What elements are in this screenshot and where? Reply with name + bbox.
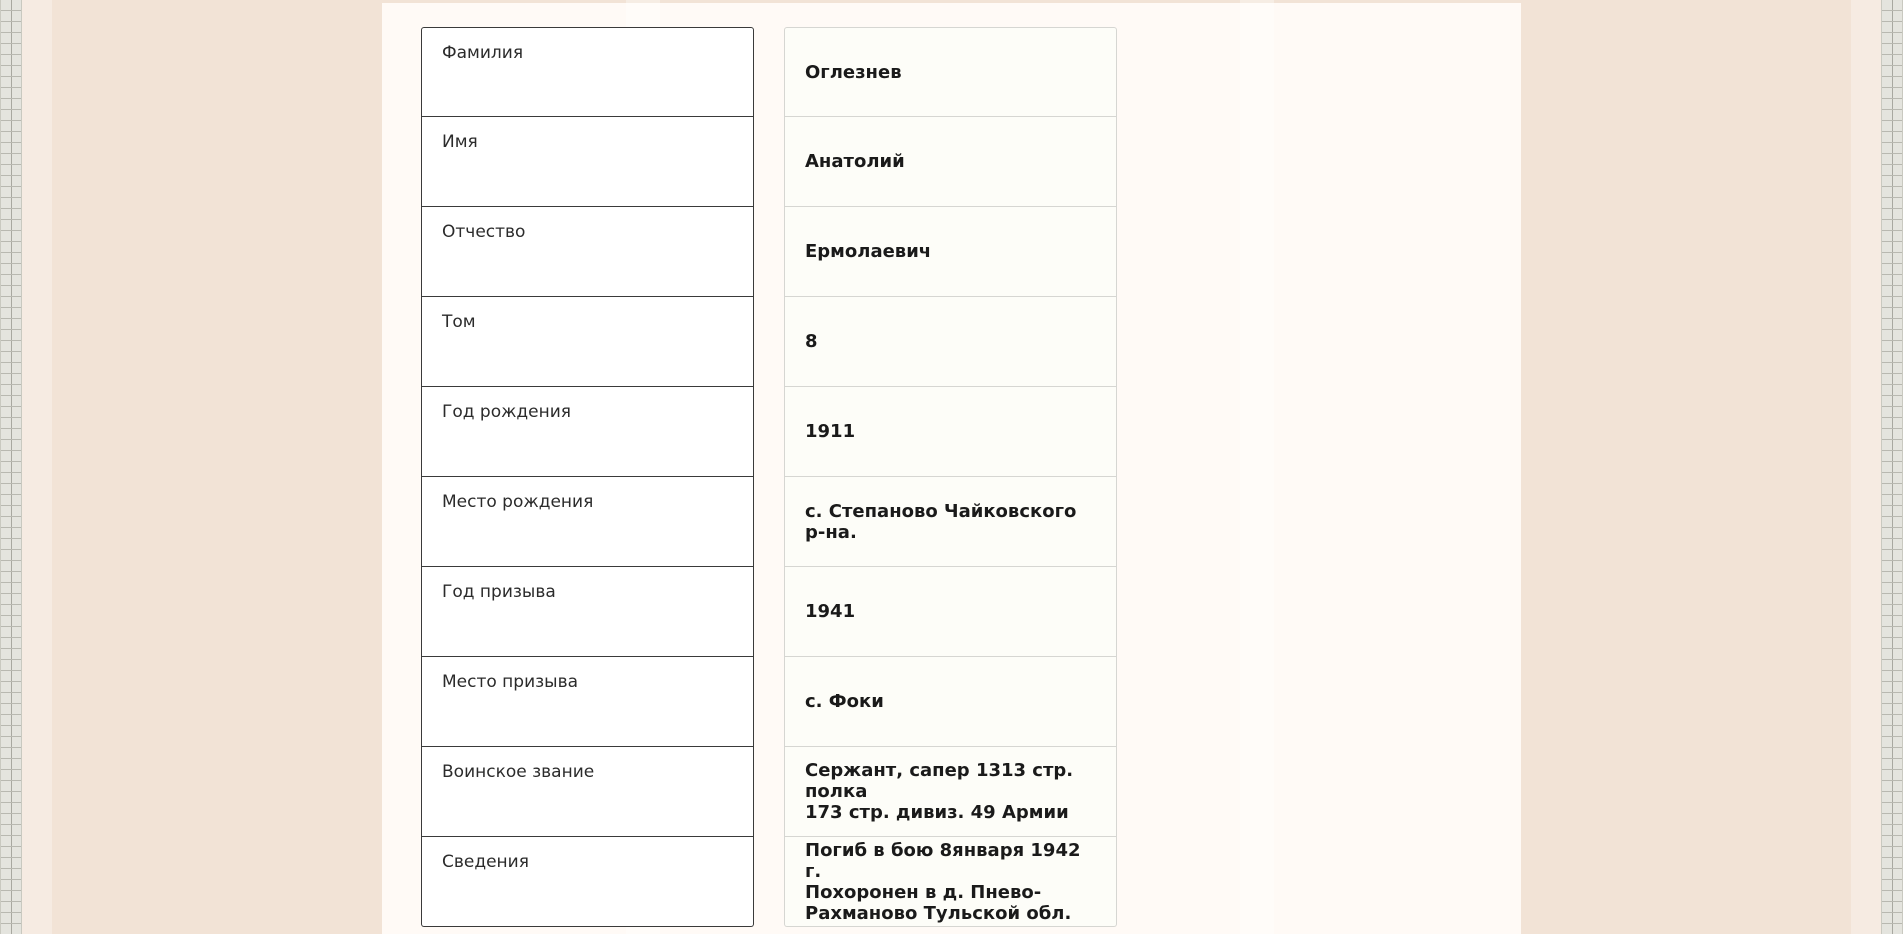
record-row-details [421,837,1117,927]
field-label-birth-year: Год рождения [421,387,754,477]
field-value-details: Погиб в бою 8января 1942 г. Похоронен в д. Пнево- Рахманово Тульской обл. [784,837,1117,927]
field-label-first-name: Имя [421,117,754,207]
field-label-birth-place: Место рождения [421,477,754,567]
field-value-military-rank: Сержант, сапер 1313 стр. полка 173 стр. дивиз. 49 Армии [784,747,1117,837]
field-value-draft-year: 1941 [784,567,1117,657]
field-value-first-name: Анатолий [784,117,1117,207]
right-ruler [1881,0,1903,934]
record-row-surname [421,27,1117,117]
record-row-birth-year [421,387,1117,477]
right-margin-band [1851,0,1881,934]
background-pattern-column [1240,0,1274,934]
field-label-details: Сведения [421,837,754,927]
field-value-birth-year: 1911 [784,387,1117,477]
field-value-draft-place: с. Фоки [784,657,1117,747]
record-row-birth-place [421,477,1117,567]
record-row-patronymic [421,207,1117,297]
field-value-surname: Оглезнев [784,27,1117,117]
record-row-military-rank [421,747,1117,837]
field-label-patronymic: Отчество [421,207,754,297]
field-value-volume: 8 [784,297,1117,387]
left-margin-band [22,0,52,934]
field-label-draft-year: Год призыва [421,567,754,657]
record-row-first-name [421,117,1117,207]
record-row-volume [421,297,1117,387]
field-label-volume: Том [421,297,754,387]
soldier-record-table [421,27,1117,927]
field-label-surname: Фамилия [421,27,754,117]
field-label-draft-place: Место призыва [421,657,754,747]
record-row-draft-place [421,657,1117,747]
field-value-patronymic: Ермолаевич [784,207,1117,297]
field-label-military-rank: Воинское звание [421,747,754,837]
field-value-birth-place: с. Степаново Чайковского р-на. [784,477,1117,567]
left-ruler [0,0,22,934]
record-row-draft-year [421,567,1117,657]
